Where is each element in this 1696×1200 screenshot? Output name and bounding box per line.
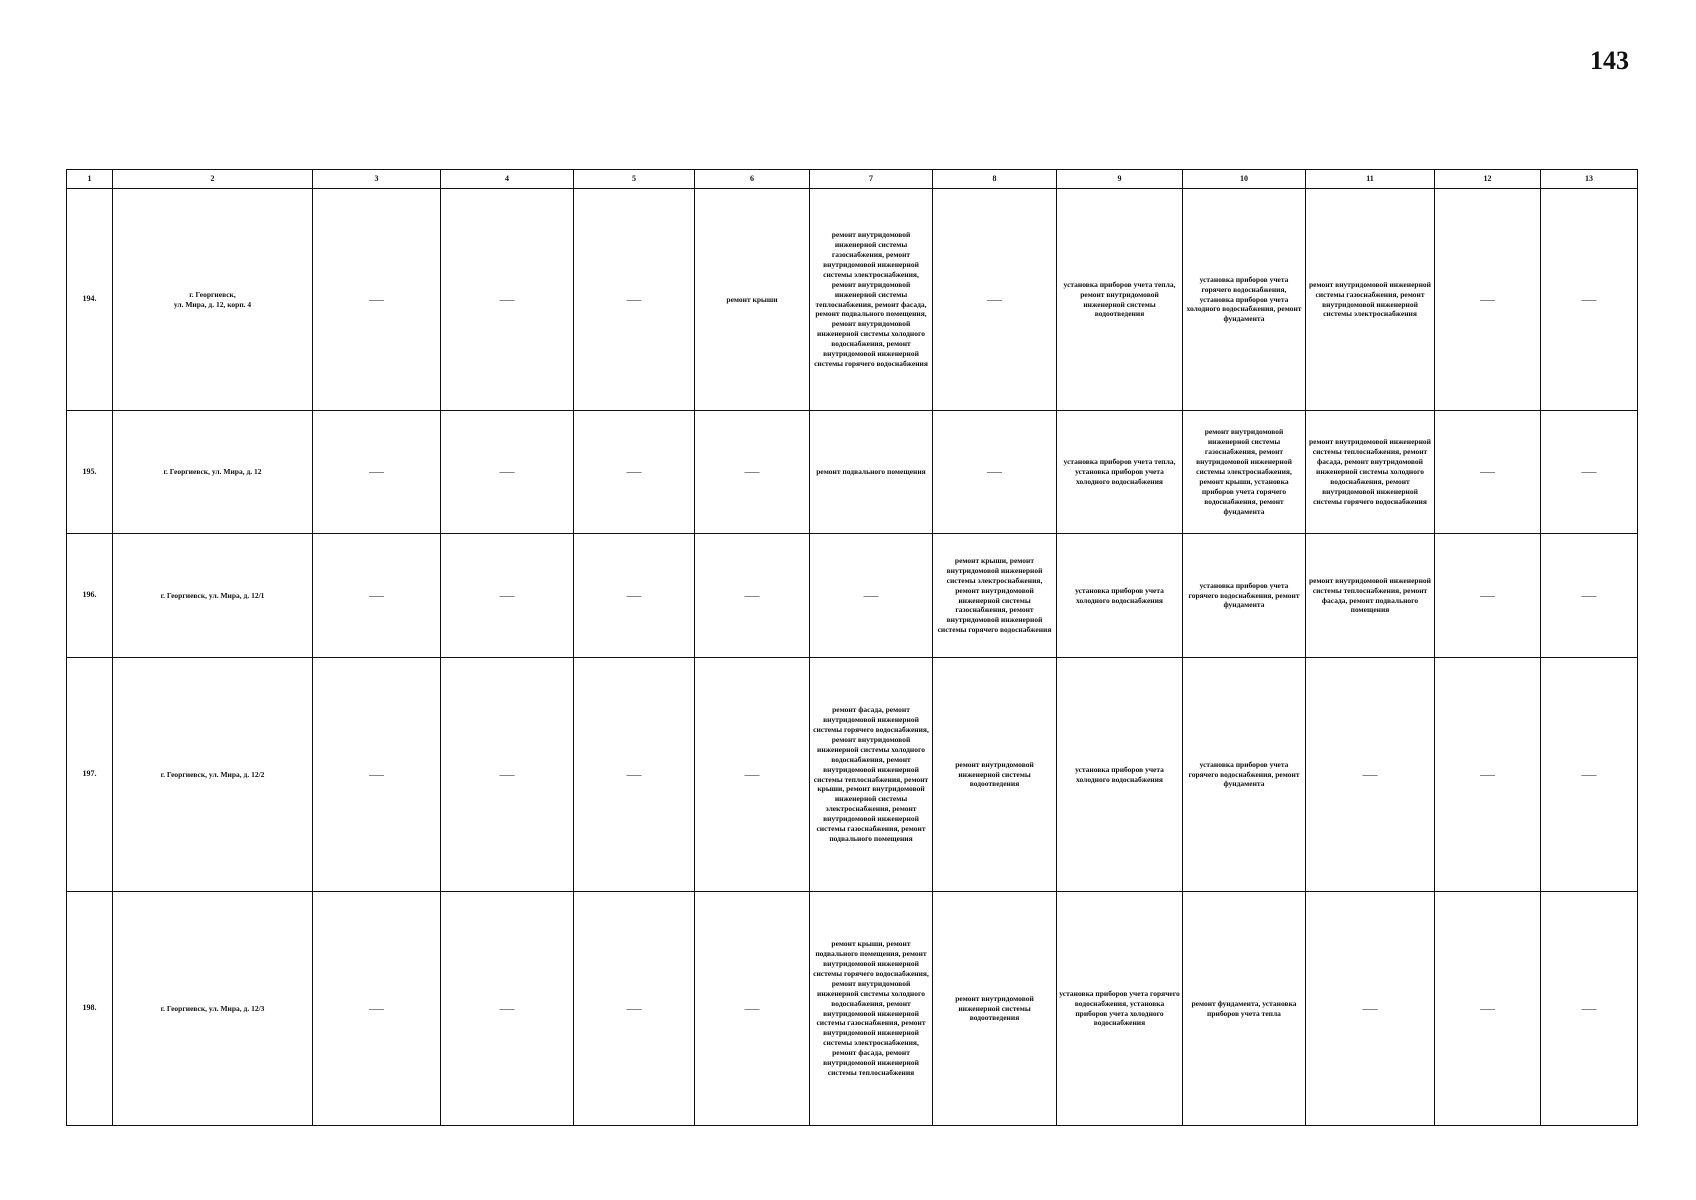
cell-col11: ремонт внутридомовой инженерной системы теплоснабжения, ремонт фасада, ремонт внутридомовой инженерной системы холодного водоснабжения, ремонт внутридомовой инженерной системы горячего водоснабжения [1306,411,1435,534]
cell-col7: ремонт фасада, ремонт внутридомовой инженерной системы горячего водоснабжения, ремонт внутридомовой инженерной системы холодного водоснабжения, ремонт внутридомовой инженерной системы теплоснабжения, ремонт крыши, ремонт внутридомовой инженерной системы электроснабжения, ремонт внутридомовой инженерной системы газоснабжения, ремонт подвального помещения [810,658,933,892]
cell-col12: —— [1435,534,1541,658]
cell-col3: —— [313,534,441,658]
cell-col3: —— [313,189,441,411]
cell-col5: —— [574,892,695,1126]
column-header: 7 [810,170,933,189]
cell-col9: установка приборов учета тепла, ремонт внутридомовой инженерной системы водоотведения [1057,189,1183,411]
cell-col10: ремонт внутридомовой инженерной системы газоснабжения, ремонт внутридомовой инженерной системы электроснабжения, ремонт крыши, установка приборов учета горячего водоснабжения, ремонт фундамента [1183,411,1306,534]
address-cell [113,189,313,411]
cell-col9: установка приборов учета тепла, установка приборов учета холодного водоснабжения [1057,411,1183,534]
cell-col8: ремонт внутридомовой инженерной системы водоотведения [933,658,1057,892]
cell-col5: —— [574,534,695,658]
row-number: 197. [67,658,113,892]
cell-col10: установка приборов учета горячего водоснабжения, ремонт фундамента [1183,534,1306,658]
cell-col11: —— [1306,658,1435,892]
cell-col5: —— [574,189,695,411]
cell-col7: ремонт крыши, ремонт подвального помещения, ремонт внутридомовой инженерной системы горячего водоснабжения, ремонт внутридомовой инженерной системы холодного водоснабжения, ремонт внутридомовой инженерной системы газоснабжения, ремонт внутридомовой инженерной системы электроснабжения, ремонт фасада, ремонт внутридомовой инженерной системы теплоснабжения [810,892,933,1126]
cell-col6: —— [695,892,810,1126]
cell-col3: —— [313,892,441,1126]
cell-col5: —— [574,411,695,534]
cell-col6: —— [695,534,810,658]
table-row [67,892,1638,1126]
cell-col5: —— [574,658,695,892]
column-header: 1 [67,170,113,189]
column-header: 5 [574,170,695,189]
cell-col8: ремонт внутридомовой инженерной системы водоотведения [933,892,1057,1126]
cell-col12: —— [1435,892,1541,1126]
column-header: 9 [1057,170,1183,189]
column-header: 12 [1435,170,1541,189]
row-number: 195. [67,411,113,534]
address-cell: г. Георгиевск, ул. Мира, д. 12/2 [113,658,313,892]
cell-col8: —— [933,189,1057,411]
cell-col7: —— [810,534,933,658]
cell-col11: ремонт внутридомовой инженерной системы газоснабжения, ремонт внутридомовой инженерной системы электроснабжения [1306,189,1435,411]
row-number: 196. [67,534,113,658]
cell-col12: —— [1435,658,1541,892]
table-row [67,534,1638,658]
cell-col13: —— [1541,411,1638,534]
address-line-1: г. Георгиевск, ул. Мира, д. 12, корп. 4 [173,289,252,309]
cell-col4: —— [441,534,574,658]
address-cell: г. Георгиевск, ул. Мира, д. 12/3 [113,892,313,1126]
address-cell: г. Георгиевск, ул. Мира, д. 12 [113,411,313,534]
cell-col8: —— [933,411,1057,534]
table-row [67,189,1638,411]
column-header: 10 [1183,170,1306,189]
column-header: 13 [1541,170,1638,189]
column-header: 2 [113,170,313,189]
cell-col6: ремонт крыши [695,189,810,411]
repair-schedule-table [66,169,1638,1126]
cell-col9: установка приборов учета горячего водоснабжения, установка приборов учета холодного водоснабжения [1057,892,1183,1126]
cell-col7: ремонт внутридомовой инженерной системы газоснабжения, ремонт внутридомовой инженерной системы электроснабжения, ремонт внутридомовой инженерной системы теплоснабжения, ремонт фасада, ремонт подвального помещения, ремонт внутридомовой инженерной системы холодного водоснабжения, ремонт внутридомовой инженерной системы горячего водоснабжения [810,189,933,411]
cell-col10: установка приборов учета горячего водоснабжения, ремонт фундамента [1183,658,1306,892]
cell-col4: —— [441,189,574,411]
column-number-row [67,170,1638,189]
column-header: 11 [1306,170,1435,189]
row-number: 194. [67,189,113,411]
row-number: 198. [67,892,113,1126]
cell-col11: ремонт внутридомовой инженерной системы теплоснабжения, ремонт фасада, ремонт подвального помещения [1306,534,1435,658]
cell-col9: установка приборов учета холодного водоснабжения [1057,534,1183,658]
address-cell: г. Георгиевск, ул. Мира, д. 12/1 [113,534,313,658]
cell-col4: —— [441,892,574,1126]
cell-col13: —— [1541,892,1638,1126]
cell-col12: —— [1435,411,1541,534]
cell-col13: —— [1541,534,1638,658]
column-header: 8 [933,170,1057,189]
page-number: 143 [1590,46,1629,75]
cell-col10: установка приборов учета горячего водоснабжения, установка приборов учета холодного водоснабжения, ремонт фундамента [1183,189,1306,411]
cell-col3: —— [313,411,441,534]
cell-col13: —— [1541,658,1638,892]
cell-col4: —— [441,658,574,892]
column-header: 6 [695,170,810,189]
cell-col3: —— [313,658,441,892]
column-header: 3 [313,170,441,189]
table-row [67,411,1638,534]
cell-col11: —— [1306,892,1435,1126]
cell-col12: —— [1435,189,1541,411]
cell-col8: ремонт крыши, ремонт внутридомовой инженерной системы электроснабжения, ремонт внутридомовой инженерной системы газоснабжения, ремонт внутридомовой инженерной системы горячего водоснабжения [933,534,1057,658]
cell-col7: ремонт подвального помещения [810,411,933,534]
cell-col9: установка приборов учета холодного водоснабжения [1057,658,1183,892]
cell-col4: —— [441,411,574,534]
cell-col13: —— [1541,189,1638,411]
column-header: 4 [441,170,574,189]
table-row [67,658,1638,892]
cell-col6: —— [695,411,810,534]
cell-col6: —— [695,658,810,892]
cell-col10: ремонт фундамента, установка приборов учета тепла [1183,892,1306,1126]
